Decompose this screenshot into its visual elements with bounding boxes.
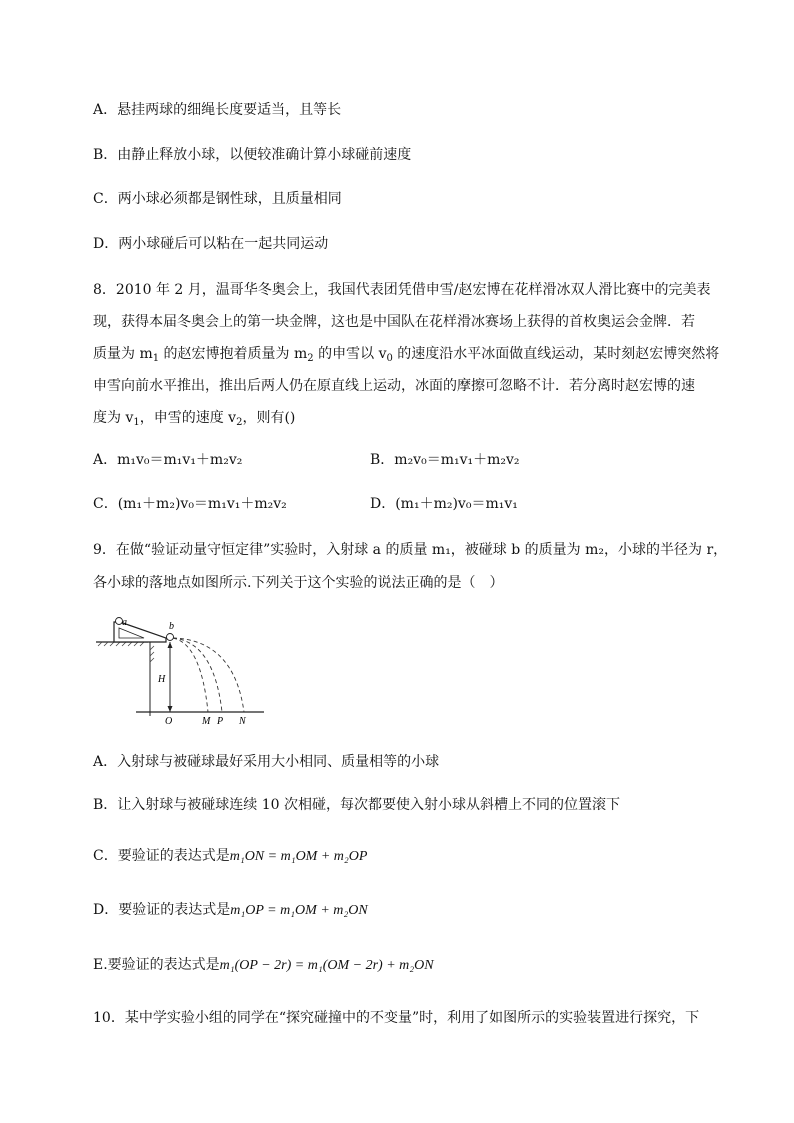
q9-option-e: E.要验证的表达式是m₁(OP − 2r) = m₁(OM − 2r) + m₂ON	[93, 957, 434, 973]
q8-stem-line2: 现，获得本届冬奥会上的第一块金牌，这也是中国队在花样滑冰赛场上获得的首枚奥运会金牌．若	[93, 314, 695, 330]
q9-option-d: D．要验证的表达式是m₁OP = m₁OM + m₂ON	[93, 902, 368, 918]
fig-label-a: a	[122, 617, 127, 628]
fig-label-p: P	[217, 716, 224, 727]
q7-option-c: C．两小球必须都是钢性球，且质量相同	[93, 191, 342, 207]
q7-option-b: B．由静止释放小球，以便较准确计算小球碰前速度	[93, 147, 412, 163]
q9-option-a: A．入射球与被碰球最好采用大小相同、质量相等的小球	[93, 754, 440, 770]
fig-label-o: O	[165, 716, 173, 727]
fig-label-n: N	[239, 716, 246, 727]
collision-apparatus-figure	[96, 616, 266, 728]
q8-option-d: D．(m₁＋m₂)v₀＝m₁v₁	[370, 496, 518, 512]
q10-stem-line1: 10．某中学实验小组的同学在“探究碰撞中的不变量”时，利用了如图所示的实验装置进行探究，下	[93, 1010, 700, 1026]
fig-label-b: b	[169, 621, 174, 632]
q9-option-c-formula: m₁ON = m₁OM + m₂OP	[229, 849, 368, 864]
q8-option-b: B．m₂v₀＝m₁v₁＋m₂v₂	[370, 452, 520, 468]
q8-stem-line3: 质量为 $m_1$ 的赵宏博抱着质量为 $m_2$ 的申雪以 $v_0$ 的速度沿水平冰面做直线运动，某时刻赵宏博突然将	[93, 346, 720, 364]
q7-option-d: D．两小球碰后可以粘在一起共同运动	[93, 236, 329, 252]
fig-label-m: M	[202, 716, 211, 727]
q8-option-a: A．m₁v₀＝m₁v₁＋m₂v₂	[93, 452, 243, 468]
q9-option-b: B．让入射球与被碰球连续 10 次相碰，每次都要使入射小球从斜槽上不同的位置滚下	[93, 797, 621, 813]
q9-option-c: C．要验证的表达式是m₁ON = m₁OM + m₂OP	[93, 848, 368, 864]
q9-stem-line1: 9．在做“验证动量守恒定律”实验时，入射球 a 的质量 m₁，被碰球 b 的质量为 m₂，小球的半径为 r，	[93, 542, 728, 558]
q9-option-d-formula: m₁OP = m₁OM + m₂ON	[230, 903, 368, 918]
q8-stem-line1: 8．2010 年 2 月，温哥华冬奥会上，我国代表团凭借申雪/赵宏博在花样滑冰双人滑比赛中的完美表	[93, 282, 711, 298]
q9-option-e-formula: m₁(OP − 2r) = m₁(OM − 2r) + m₂ON	[219, 958, 434, 973]
q8-option-c: C．(m₁＋m₂)v₀＝m₁v₁＋m₂v₂	[93, 496, 287, 512]
fig-label-h: H	[158, 674, 166, 685]
q8-stem-line4: 申雪向前水平推出，推出后两人仍在原直线上运动，冰面的摩擦可忽略不计．若分离时赵宏博的速	[93, 378, 695, 394]
q8-stem-line5: 度为 $v_1$，申雪的速度 $v_2$，则有()	[93, 410, 296, 428]
q9-stem-line2: 各小球的落地点如图所示.下列关于这个实验的说法正确的是（ ）	[93, 575, 504, 591]
q7-option-a: A．悬挂两球的细绳长度要适当，且等长	[93, 102, 342, 118]
